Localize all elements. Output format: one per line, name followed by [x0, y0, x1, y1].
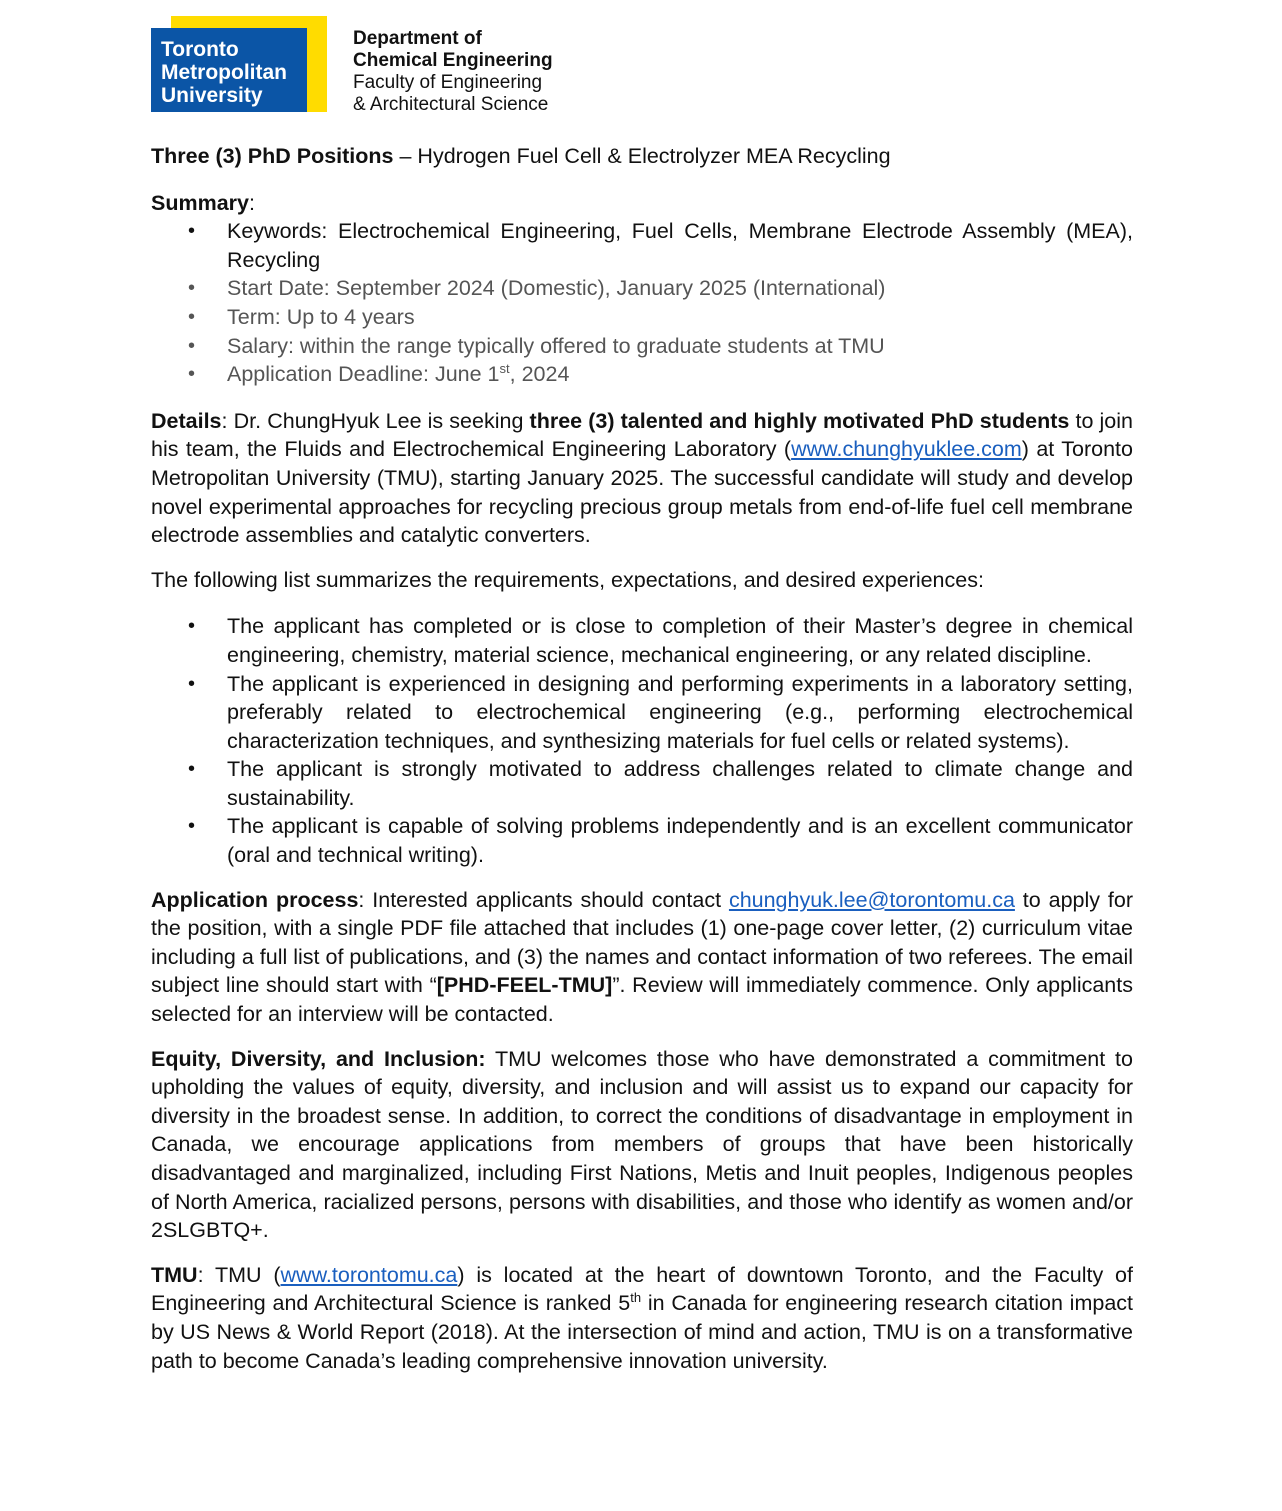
- logo-line-3: University: [161, 84, 263, 107]
- summary-heading: [151, 189, 1133, 218]
- summary-item-deadline: [151, 360, 1133, 389]
- summary-colon: :: [249, 190, 255, 215]
- deadline-year: , 2024: [509, 362, 570, 387]
- email-subject-tag: [PHD-FEEL-TMU]: [436, 973, 613, 998]
- details-paragraph: [151, 407, 1133, 550]
- requirements-intro: The following list summarizes the requirements, expectations, and desired experiences:: [151, 567, 984, 592]
- dept-line-4: & Architectural Science: [353, 94, 549, 115]
- logo-blue-block: [151, 28, 307, 112]
- summary-item-term: • Term: Up to 4 years: [151, 303, 1133, 332]
- details-label: Details: [151, 408, 222, 433]
- deadline-sup: st: [499, 361, 510, 376]
- title-rest: – Hydrogen Fuel Cell & Electrolyzer MEA Recycling: [393, 144, 891, 168]
- lab-website-link[interactable]: www.chunghyuklee.com: [791, 437, 1022, 462]
- department-heading: [353, 28, 553, 116]
- tmu-paragraph: [151, 1261, 1133, 1375]
- summary-item-keywords: • Keywords: Electrochemical Engineering, Fuel Cells, Membrane Electrode Assembly (MEA), Recycling: [151, 217, 1133, 274]
- tmu-website-link[interactable]: www.torontomu.ca: [280, 1262, 458, 1287]
- tmu-label: TMU: [151, 1262, 198, 1287]
- tmu-logo: [151, 16, 327, 112]
- application-text-1: : Interested applicants should contact: [358, 887, 729, 912]
- requirement-item: • The applicant is strongly motivated to address challenges related to climate change and sustainability.: [151, 755, 1133, 812]
- requirement-item: • The applicant is experienced in designing and performing experiments in a laboratory setting, preferably related to electrochemical engineering (e.g., performing electrochemical characterization techniques, and synthesizing materials for fuel cells or related systems).: [151, 670, 1133, 756]
- title-bold: Three (3) PhD Positions: [151, 144, 394, 168]
- application-text-2: to apply for the position, with a single PDF file attached that includes (1) one-page cover letter, (2) curriculum vitae including a full list of publications, and (3) the names and contact information of two referees. The email subject line should start with “: [151, 887, 1133, 998]
- dept-line-1: Department of: [353, 28, 482, 49]
- application-paragraph: [151, 886, 1133, 1029]
- details-text-1: : Dr. ChungHyuk Lee is seeking: [221, 408, 530, 433]
- document-body: [151, 142, 1133, 1375]
- tmu-text-1: : TMU (: [197, 1262, 281, 1287]
- contact-email-link[interactable]: chunghyuk.lee@torontomu.ca: [728, 887, 1015, 912]
- edi-label: Equity, Diversity, and Inclusion:: [151, 1046, 486, 1071]
- summary-label: Summary: [151, 190, 249, 215]
- requirement-item: • The applicant has completed or is close to completion of their Master’s degree in chemical engineering, chemistry, material science, mechanical engineering, or any related discipline.: [151, 612, 1133, 669]
- summary-item-start-date: • Start Date: September 2024 (Domestic), January 2025 (International): [151, 274, 1133, 303]
- dept-line-3: Faculty of Engineering: [353, 72, 543, 93]
- details-text-2: to join his team, the Fluids and Electrochemical Engineering Laboratory (: [151, 408, 1133, 462]
- requirements-list: [151, 612, 1133, 869]
- details-bold: three (3) talented and highly motivated PhD students: [529, 408, 1070, 433]
- summary-list: [151, 217, 1133, 389]
- edi-text: TMU welcomes those who have demonstrated a commitment to upholding the values of equity, diversity, and inclusion and will assist us to expand our capacity for diversity in the broadest sense. In addition, to correct the conditions of disadvantage in employment in Canada, we encourage applications from members of groups that have been historically disadvantaged and marginalized, including First Nations, Metis and Inuit peoples, Indigenous peoples of North America, racialized persons, persons with disabilities, and those who identify as women and/or 2SLGBTQ+.: [151, 1046, 1133, 1243]
- application-text-3: ”. Review will immediately commence. Only applicants selected for an interview will be contacted.: [151, 973, 1133, 1027]
- deadline-text: Application Deadline: June 1: [227, 362, 500, 387]
- tmu-text-3: in Canada for engineering research citation impact by US News & World Report (2018). At the intersection of mind and action, TMU is on a transformative path to become Canada’s leading comprehensive innovation university.: [151, 1291, 1133, 1373]
- application-label: Application process: [151, 887, 359, 912]
- dept-line-2: Chemical Engineering: [353, 50, 553, 71]
- requirement-item: • The applicant is capable of solving problems independently and is an excellent communicator (oral and technical writing).: [151, 812, 1133, 869]
- summary-item-salary: • Salary: within the range typically offered to graduate students at TMU: [151, 332, 1133, 361]
- page-title: [151, 142, 1133, 171]
- tmu-rank-sup: th: [630, 1290, 642, 1306]
- edi-paragraph: [151, 1045, 1133, 1245]
- logo-line-2: Metropolitan: [161, 61, 287, 84]
- details-text-3: ) at Toronto Metropolitan University (TMU), starting January 2025. The successful candidate will study and develop novel experimental approaches for recycling precious group metals from end-of-life fuel cell membrane electrode assemblies and catalytic converters.: [151, 437, 1133, 548]
- tmu-text-2: ) is located at the heart of downtown Toronto, and the Faculty of Engineering and Architectural Science is ranked 5: [151, 1262, 1133, 1316]
- logo-line-1: Toronto: [161, 38, 239, 61]
